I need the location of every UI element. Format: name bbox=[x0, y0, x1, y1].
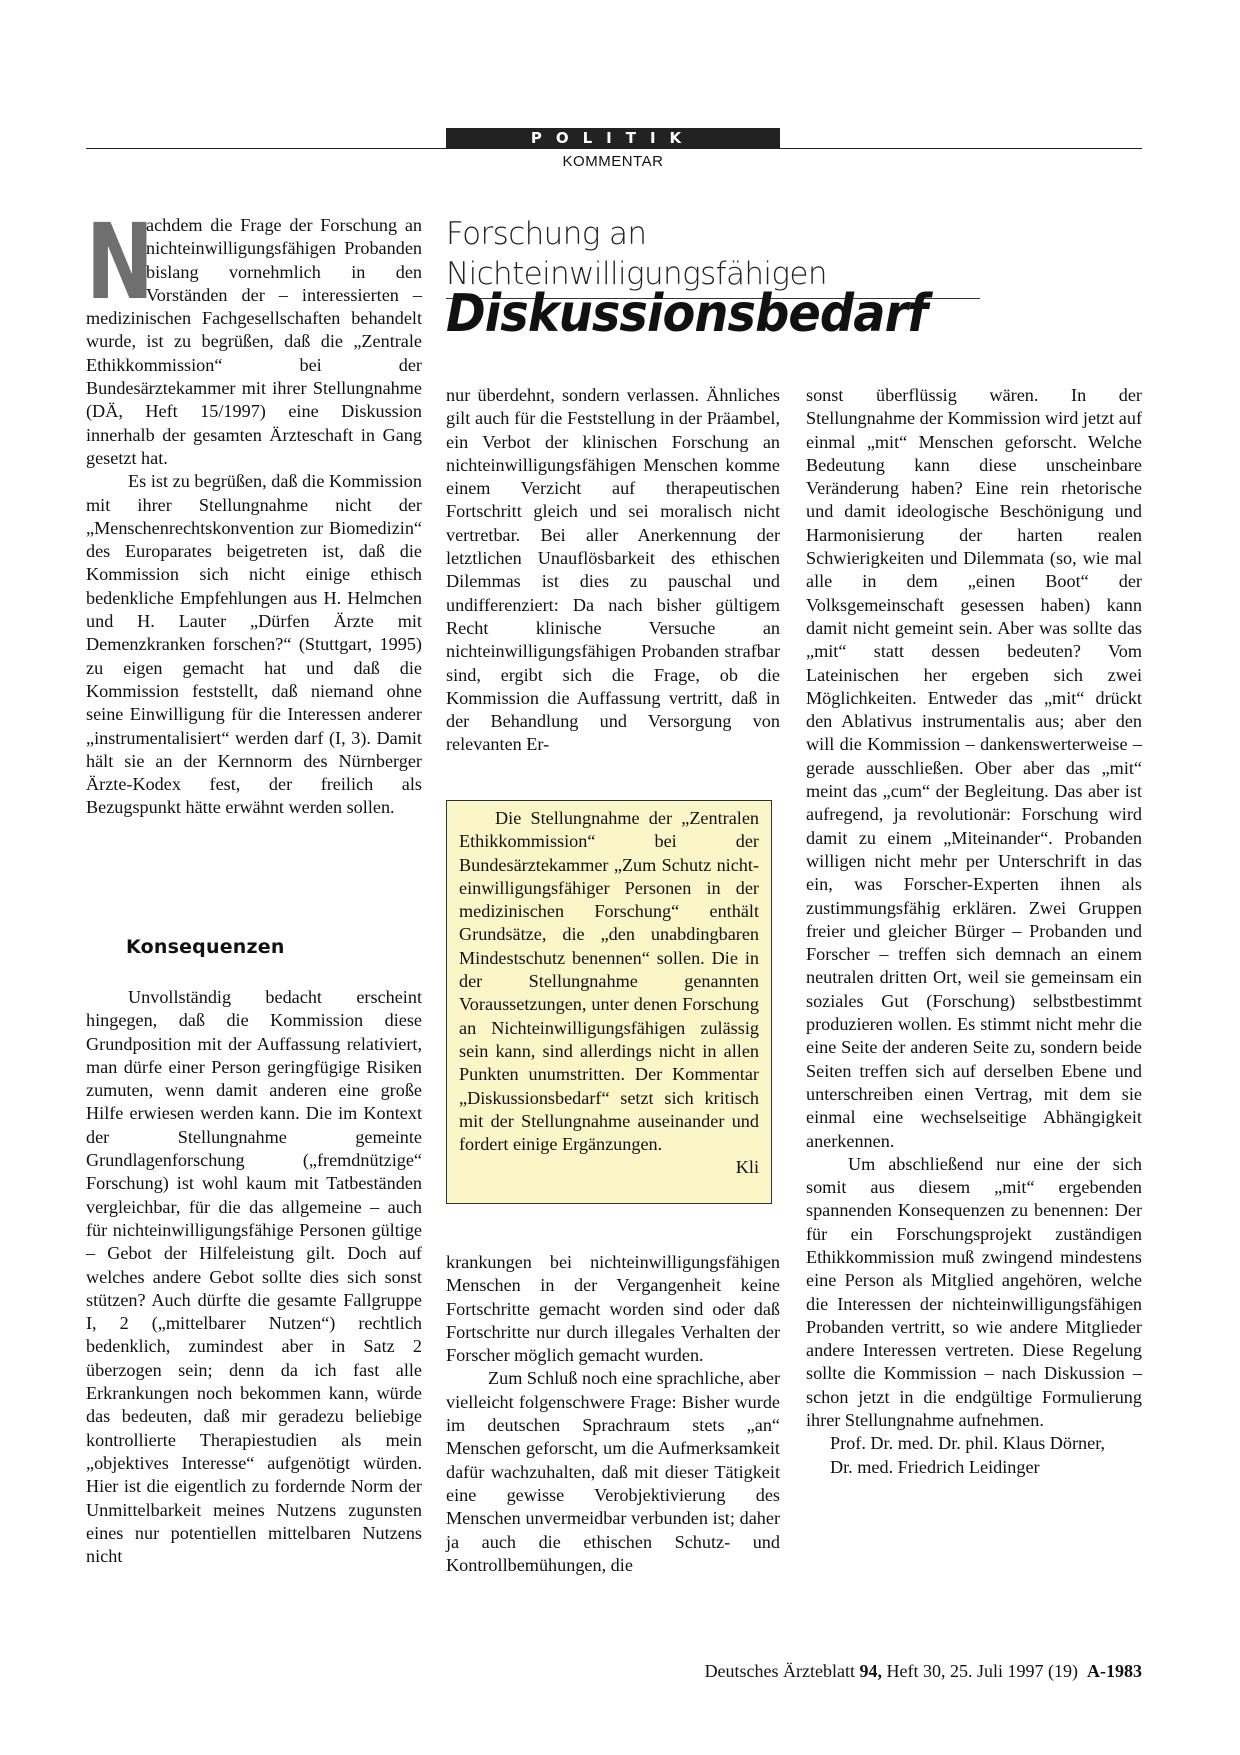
column-1-top bbox=[86, 201, 422, 820]
paragraph: sonst überflüssig wären. In der Stellungnahme der Kommission wird jetzt auf einmal „mit“ Menschen geforscht. Welche Bedeutung kann diese unscheinbare Veränderung haben? Eine rein rhetorische und damit ideologische Beschönigung und Harmonisierung der harten realen Schwierigkeiten und Dilemmata (so, wie mal alle in dem „einen Boot“ der Volksgemeinschaft gesessen haben) kann damit nicht gemeint sein. Aber was sollte das „mit“ statt dessen bedeuten? Vom Lateinischen her ergeben sich zwei Möglichkeiten. Entweder das „mit“ drückt den Ablativus instrumentalis aus; aber den will die Kommission – dankenswerterweise – gerade ausschließen. Ober aber das „mit“ meint das „cum“ der Begleitung. Das aber ist aufregend, ja revolutionär: Forschung wird damit zu einem „Miteinander“. Probanden willigen nicht mehr per Unterschrift in das ein, was Forscher-Experten ihnen als zustimmungsfähig erklären. Zwei Gruppen freier und gleicher Bürger – Probanden und Forscher – treffen sich demnach an einem neutralen dritten Ort, weil sie gemeinsam ein soziales Gut (Forschung) selbstbestimmt produzieren wollen. Es stimmt nicht mehr die eine Seite der anderen Seite zu, sondern beide Seiten treffen sich auf derselben Ebene und unterschreiben einen Vertrag, mit dem sie einmal eine wechselseitige Abhängigkeit anerkennen. bbox=[806, 385, 1142, 1151]
paragraph: Es ist zu begrüßen, daß die Kommission mit ihrer Stellungnahme nicht der „Menschenrechtskonvention zur Biomedizin“ des Europarates beigetreten ist, daß die Kommission sich nicht einige ethisch bedenkliche Empfehlungen aus H. Helmchen und H. Lauter „Dürfen Ärzte mit Demenzkranken forschen?“ (Stuttgart, 1995) zu eigen gemacht hat und daß die Kommission feststellt, daß niemand ohne seine Einwilligung für die Interessen anderer „instrumentalisiert“ werden darf (I, 3). Damit hält sie an der Kernnorm des Nürnberger Ärzte-Kodex fest, der freilich als Bezugspunkt hätte erwähnt werden sollen. bbox=[86, 471, 422, 818]
paragraph: nur überdehnt, sondern verlassen. Ähnliches gilt auch für die Feststellung in der Präambel, ein Verbot der klinischen Forschung an nichteinwilligungsfähigen Menschen komme einem Verzicht auf therapeutischen Fortschritt gleich und sei moralisch nicht vertretbar. Bei aller Anerkennung der letztlichen Unauflösbarkeit des ethischen Dilemmas ist dies zu pauschal und undifferenziert: Da nach bisher gültigem Recht klinische Versuche an nichteinwilligungsfähigen Probanden strafbar sind, ergibt sich die Frage, ob die Kommission die Auffassung vertritt, daß in der Behandlung und Versorgung von relevanten Er- bbox=[446, 385, 780, 755]
author-line-1: Prof. Dr. med. Dr. phil. Klaus Dörner, bbox=[830, 1433, 1106, 1454]
journal-issue: Heft 30, 25. Juli 1997 (19) bbox=[886, 1661, 1078, 1681]
page-footer bbox=[705, 1661, 1142, 1682]
column-3 bbox=[806, 384, 1142, 1479]
column-1-bottom bbox=[86, 986, 422, 1568]
summary-signature: Kli bbox=[735, 1157, 759, 1178]
article-kicker: Forschung an Nichteinwilligungsfähigen bbox=[446, 214, 980, 299]
section-label: POLITIK bbox=[446, 128, 780, 148]
article-headline: Diskussionsbedarf bbox=[446, 284, 928, 344]
journal-name: Deutsches Ärzteblatt bbox=[704, 1661, 856, 1681]
paragraph: krankungen bei nichteinwilligungsfähigen Menschen in der Vergangenheit keine Fortschritte gemacht worden sind oder daß Fortschritte nur durch illegales Verhalten der Forscher möglich gemacht wurden. bbox=[446, 1252, 780, 1366]
paragraph: Zum Schluß noch eine sprachliche, aber vielleicht folgenschwere Frage: Bisher wurde im deutschen Sprachraum stets „an“ Menschen geforscht, um die Aufmerksamkeit dafür wachzuhalten, daß mit dieser Tätigkeit eine gewisse Verobjektivierung des Menschen unvermeidbar verbunden ist; daher ja auch die ethischen Schutz- und Kontrollbemühungen, die bbox=[446, 1368, 780, 1575]
page-number: A-1983 bbox=[1087, 1661, 1142, 1681]
summary-text: Die Stellungnahme der „Zentralen Ethikkommission“ bei der Bundesärztekammer „Zum Schutz nicht-einwilligungsfähiger Personen in der medizinischen Forschung“ enthält Grundsätze, die „den unabdingbaren Mindestschutz benennen“ sollen. Die in der Stellungnahme genannten Voraussetzungen, unter denen Forschung an Nichteinwilligungsfähigen zulässig sein kann, sind allerdings nicht in allen Punkten unumstritten. Der Kommentar „Diskussionsbedarf“ setzt sich kritisch mit der Stellungnahme auseinander und fordert einige Ergänzungen. bbox=[459, 808, 759, 1155]
journal-volume: 94, bbox=[859, 1661, 883, 1681]
summary-box bbox=[446, 800, 772, 1204]
header-rule bbox=[86, 148, 1142, 149]
intro-paragraph: N achdem die Frage der Forschung an nichteinwilligungsfähigen Probanden bislang vornehmlich in den Vorständen der – interessierten – medizinischen Fachgesellschaften behandelt wurde, ist zu begrüßen, daß die „Zentrale Ethikkommission“ bei der Bundesärztekammer mit ihrer Stellungnahme (DÄ, Heft 15/1997) eine Diskussion innerhalb der gesamten Ärzteschaft in Gang gesetzt hat. bbox=[86, 201, 422, 468]
paragraph: Unvollständig bedacht erscheint hingegen, daß die Kommission diese Grundposition mit der Auffassung relativiert, man dürfe einer Person geringfügige Risiken zumuten, wenn damit anderen eine große Hilfe erwiesen werden kann. Die im Kontext der Stellungnahme gemeinte Grundlagenforschung („fremdnützige“ Forschung) ist wohl kaum mit Tatbeständen vergleichbar, für die das allgemeine – auch für nichteinwilligungsfähige Personen gültige – Gebot der Hilfeleistung gilt. Doch auf welches andere Gebot sollte dies sich sonst stützen? Auch dürfte die gesamte Fallgruppe I, 2 („mittelbarer Nutzen“) rechtlich bedenklich, zumindest aber in Satz 2 überzogen sein; denn da ich fast alle Erkrankungen noch bekommen kann, würde das bedeuten, daß mir geradezu beliebige kontrollierte Therapiestudien als mein „objektives Interesse“ aufgenötigt würden. Hier ist die eigentlich zu fordernde Norm der Unmittelbarkeit meines Nutzens zugunsten eines nur potentiellen mittelbaren Nutzens nicht bbox=[86, 987, 422, 1567]
column-2-top bbox=[446, 384, 780, 757]
section-sublabel: KOMMENTAR bbox=[562, 153, 664, 170]
column-2-bottom bbox=[446, 1251, 780, 1577]
drop-cap: N bbox=[86, 201, 154, 323]
paragraph: Um abschließend nur eine der sich somit aus diesem „mit“ ergebenden spannenden Konsequenzen zu benennen: Der für ein Forschungsprojekt zuständigen Ethikkommission muß zwingend mindestens eine Person als Mitglied angehören, welche die Interessen der nichteinwilligungsfähigen Probanden vertritt, so wie andere Mitglieder andere Interessen vertreten. Diese Regelung sollte die Kommission – nach Diskussion – schon jetzt in die endgültige Formulierung ihrer Stellungnahme aufnehmen. bbox=[806, 1153, 1142, 1431]
subheading: Konsequenzen bbox=[126, 936, 285, 958]
author-line-2: Dr. med. Friedrich Leidinger bbox=[830, 1456, 1040, 1477]
